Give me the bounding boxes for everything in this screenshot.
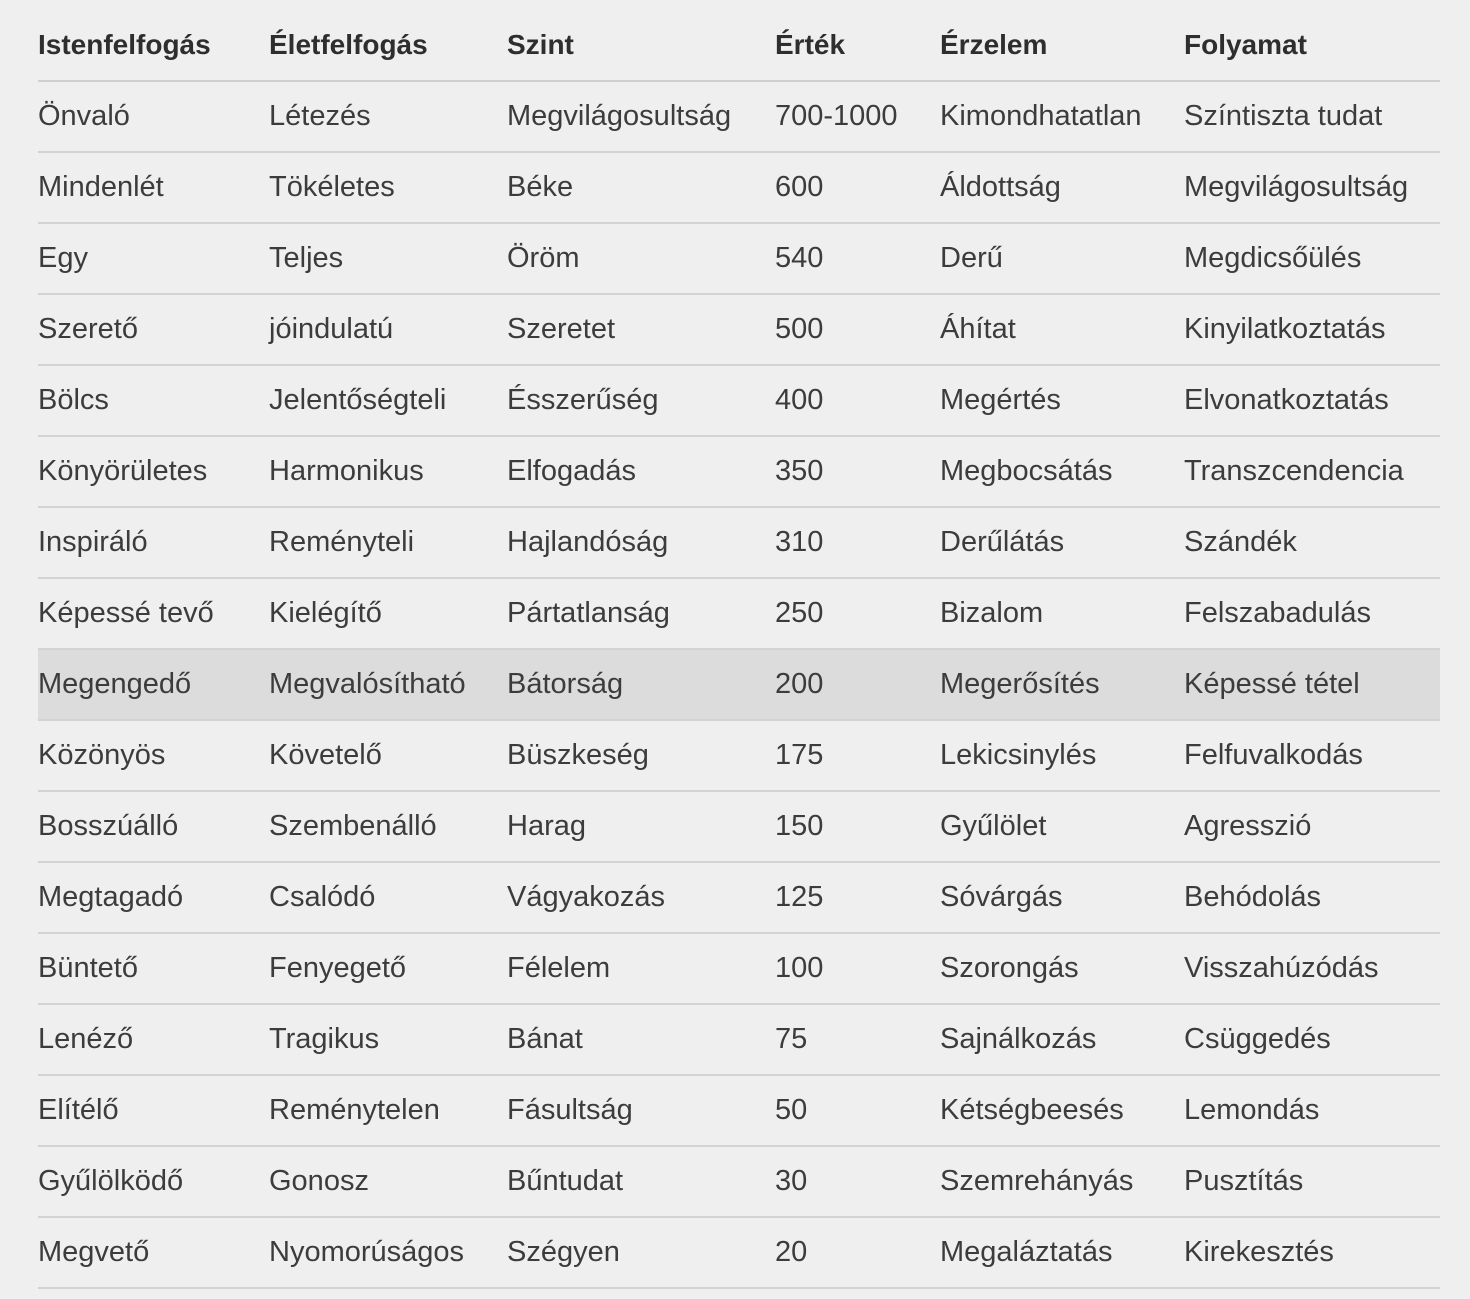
table-row (38, 1004, 1440, 1075)
istenfelfogas-cell: Megengedő (38, 649, 269, 720)
table-row (38, 1146, 1440, 1217)
istenfelfogas-cell: Önvaló (38, 81, 269, 152)
table-header (38, 10, 1440, 81)
ertek-cell: 400 (775, 365, 940, 436)
table-row (38, 294, 1440, 365)
erzelem-cell: Bizalom (940, 578, 1184, 649)
eletfelfogas-cell: jóindulatú (269, 294, 507, 365)
eletfelfogas-cell: Nyomorúságos (269, 1217, 507, 1288)
szint-cell: Béke (507, 152, 775, 223)
szint-cell: Ésszerűség (507, 365, 775, 436)
istenfelfogas-cell: Mindenlét (38, 152, 269, 223)
ertek-cell: 150 (775, 791, 940, 862)
consciousness-levels-table (38, 10, 1440, 1289)
erzelem-cell: Szorongás (940, 933, 1184, 1004)
table-row (38, 862, 1440, 933)
erzelem-cell: Sóvárgás (940, 862, 1184, 933)
table-row (38, 436, 1440, 507)
folyamat-cell: Behódolás (1184, 862, 1440, 933)
ertek-cell: 250 (775, 578, 940, 649)
eletfelfogas-cell: Csalódó (269, 862, 507, 933)
szint-cell: Vágyakozás (507, 862, 775, 933)
erzelem-cell: Megértés (940, 365, 1184, 436)
erzelem-cell: Lekicsinylés (940, 720, 1184, 791)
erzelem-cell: Derű (940, 223, 1184, 294)
folyamat-cell: Pusztítás (1184, 1146, 1440, 1217)
eletfelfogas-cell: Reménytelen (269, 1075, 507, 1146)
folyamat-cell: Szándék (1184, 507, 1440, 578)
folyamat-cell: Elvonatkoztatás (1184, 365, 1440, 436)
istenfelfogas-cell: Képessé tevő (38, 578, 269, 649)
header-ertek: Érték (775, 10, 940, 81)
eletfelfogas-cell: Szembenálló (269, 791, 507, 862)
table-row (38, 1217, 1440, 1288)
header-row (38, 10, 1440, 81)
szint-cell: Harag (507, 791, 775, 862)
consciousness-table-container (38, 10, 1440, 1289)
erzelem-cell: Megerősítés (940, 649, 1184, 720)
ertek-cell: 700-1000 (775, 81, 940, 152)
ertek-cell: 540 (775, 223, 940, 294)
header-szint: Szint (507, 10, 775, 81)
ertek-cell: 600 (775, 152, 940, 223)
szint-cell: Fásultság (507, 1075, 775, 1146)
folyamat-cell: Csüggedés (1184, 1004, 1440, 1075)
erzelem-cell: Derűlátás (940, 507, 1184, 578)
szint-cell: Bűntudat (507, 1146, 775, 1217)
ertek-cell: 350 (775, 436, 940, 507)
szint-cell: Bánat (507, 1004, 775, 1075)
ertek-cell: 75 (775, 1004, 940, 1075)
table-row (38, 223, 1440, 294)
folyamat-cell: Felfuvalkodás (1184, 720, 1440, 791)
erzelem-cell: Megbocsátás (940, 436, 1184, 507)
eletfelfogas-cell: Kielégítő (269, 578, 507, 649)
ertek-cell: 30 (775, 1146, 940, 1217)
folyamat-cell: Megvilágosultság (1184, 152, 1440, 223)
istenfelfogas-cell: Megvető (38, 1217, 269, 1288)
eletfelfogas-cell: Tökéletes (269, 152, 507, 223)
erzelem-cell: Megaláztatás (940, 1217, 1184, 1288)
istenfelfogas-cell: Közönyös (38, 720, 269, 791)
ertek-cell: 50 (775, 1075, 940, 1146)
eletfelfogas-cell: Teljes (269, 223, 507, 294)
eletfelfogas-cell: Jelentőségteli (269, 365, 507, 436)
eletfelfogas-cell: Gonosz (269, 1146, 507, 1217)
table-row (38, 578, 1440, 649)
szint-cell: Szeretet (507, 294, 775, 365)
szint-cell: Bátorság (507, 649, 775, 720)
header-eletfelfogas: Életfelfogás (269, 10, 507, 81)
erzelem-cell: Áldottság (940, 152, 1184, 223)
ertek-cell: 20 (775, 1217, 940, 1288)
ertek-cell: 310 (775, 507, 940, 578)
istenfelfogas-cell: Egy (38, 223, 269, 294)
eletfelfogas-cell: Létezés (269, 81, 507, 152)
erzelem-cell: Kimondhatatlan (940, 81, 1184, 152)
table-row (38, 791, 1440, 862)
szint-cell: Szégyen (507, 1217, 775, 1288)
table-row (38, 1075, 1440, 1146)
folyamat-cell: Kinyilatkoztatás (1184, 294, 1440, 365)
istenfelfogas-cell: Büntető (38, 933, 269, 1004)
header-istenfelfogas: Istenfelfogás (38, 10, 269, 81)
eletfelfogas-cell: Harmonikus (269, 436, 507, 507)
istenfelfogas-cell: Könyörületes (38, 436, 269, 507)
table-row (38, 507, 1440, 578)
szint-cell: Megvilágosultság (507, 81, 775, 152)
erzelem-cell: Szemrehányás (940, 1146, 1184, 1217)
erzelem-cell: Kétségbeesés (940, 1075, 1184, 1146)
szint-cell: Pártatlanság (507, 578, 775, 649)
istenfelfogas-cell: Elítélő (38, 1075, 269, 1146)
istenfelfogas-cell: Lenéző (38, 1004, 269, 1075)
istenfelfogas-cell: Bosszúálló (38, 791, 269, 862)
header-erzelem: Érzelem (940, 10, 1184, 81)
ertek-cell: 100 (775, 933, 940, 1004)
table-row (38, 649, 1440, 720)
ertek-cell: 125 (775, 862, 940, 933)
istenfelfogas-cell: Inspiráló (38, 507, 269, 578)
folyamat-cell: Képessé tétel (1184, 649, 1440, 720)
header-folyamat: Folyamat (1184, 10, 1440, 81)
table-row (38, 81, 1440, 152)
folyamat-cell: Lemondás (1184, 1075, 1440, 1146)
ertek-cell: 200 (775, 649, 940, 720)
ertek-cell: 500 (775, 294, 940, 365)
table-row (38, 720, 1440, 791)
szint-cell: Öröm (507, 223, 775, 294)
szint-cell: Büszkeség (507, 720, 775, 791)
istenfelfogas-cell: Szerető (38, 294, 269, 365)
istenfelfogas-cell: Megtagadó (38, 862, 269, 933)
folyamat-cell: Megdicsőülés (1184, 223, 1440, 294)
istenfelfogas-cell: Bölcs (38, 365, 269, 436)
folyamat-cell: Felszabadulás (1184, 578, 1440, 649)
szint-cell: Hajlandóság (507, 507, 775, 578)
ertek-cell: 175 (775, 720, 940, 791)
szint-cell: Elfogadás (507, 436, 775, 507)
istenfelfogas-cell: Gyűlölködő (38, 1146, 269, 1217)
eletfelfogas-cell: Tragikus (269, 1004, 507, 1075)
erzelem-cell: Gyűlölet (940, 791, 1184, 862)
folyamat-cell: Agresszió (1184, 791, 1440, 862)
eletfelfogas-cell: Reményteli (269, 507, 507, 578)
erzelem-cell: Sajnálkozás (940, 1004, 1184, 1075)
eletfelfogas-cell: Követelő (269, 720, 507, 791)
erzelem-cell: Áhítat (940, 294, 1184, 365)
folyamat-cell: Kirekesztés (1184, 1217, 1440, 1288)
eletfelfogas-cell: Fenyegető (269, 933, 507, 1004)
table-body (38, 81, 1440, 1288)
table-row (38, 365, 1440, 436)
folyamat-cell: Transzcendencia (1184, 436, 1440, 507)
folyamat-cell: Színtiszta tudat (1184, 81, 1440, 152)
table-row (38, 933, 1440, 1004)
eletfelfogas-cell: Megvalósítható (269, 649, 507, 720)
folyamat-cell: Visszahúzódás (1184, 933, 1440, 1004)
szint-cell: Félelem (507, 933, 775, 1004)
table-row (38, 152, 1440, 223)
